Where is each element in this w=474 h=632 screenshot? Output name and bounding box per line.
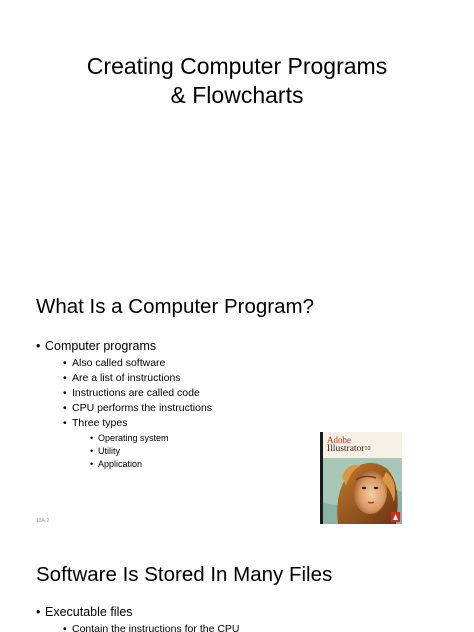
sub-bullet-text: Three types <box>72 417 128 429</box>
sub-bullet-item: • Instructions are called code <box>63 386 212 401</box>
type-item: • Operating system <box>90 432 212 445</box>
sub-bullet-item: • Also called software <box>63 356 212 371</box>
presentation-title-line-2: & Flowcharts <box>170 82 304 108</box>
bullet-list <box>36 338 212 472</box>
type-item: • Application <box>90 458 212 471</box>
slide-what-is-program <box>0 270 474 538</box>
slide-heading: What Is a Computer Program? <box>36 295 314 318</box>
type-list <box>72 432 212 472</box>
bullet-text: Computer programs <box>45 339 157 353</box>
slide-number: 13A-2 <box>36 518 50 524</box>
sub-bullet-item: • Contain the instructions for the CPU <box>63 622 240 632</box>
type-item: • Utility <box>90 445 212 458</box>
presentation-title: Creating Computer Programs <box>86 53 388 79</box>
product-brand: Adobe <box>327 435 351 445</box>
product-name: Illustrator <box>327 444 365 454</box>
sub-bullet-list <box>45 622 240 632</box>
product-name-line <box>327 444 370 454</box>
bullet-text: Executable files <box>45 605 133 619</box>
slide-heading: Software Is Stored In Many Files <box>36 563 333 586</box>
adobe-illustrator-box-icon <box>320 432 402 524</box>
sub-bullet-item: • CPU performs the instructions <box>63 401 212 416</box>
sub-bullet-item: • Are a list of instructions <box>63 371 212 386</box>
bullet-item <box>36 604 240 632</box>
bullet-list <box>36 604 240 632</box>
slide-software-files <box>0 540 474 632</box>
bullet-item <box>36 338 212 472</box>
product-version: 10 <box>364 446 371 452</box>
sub-bullet-item <box>63 416 212 472</box>
sub-bullet-list <box>45 356 212 472</box>
slide-title <box>0 0 474 268</box>
